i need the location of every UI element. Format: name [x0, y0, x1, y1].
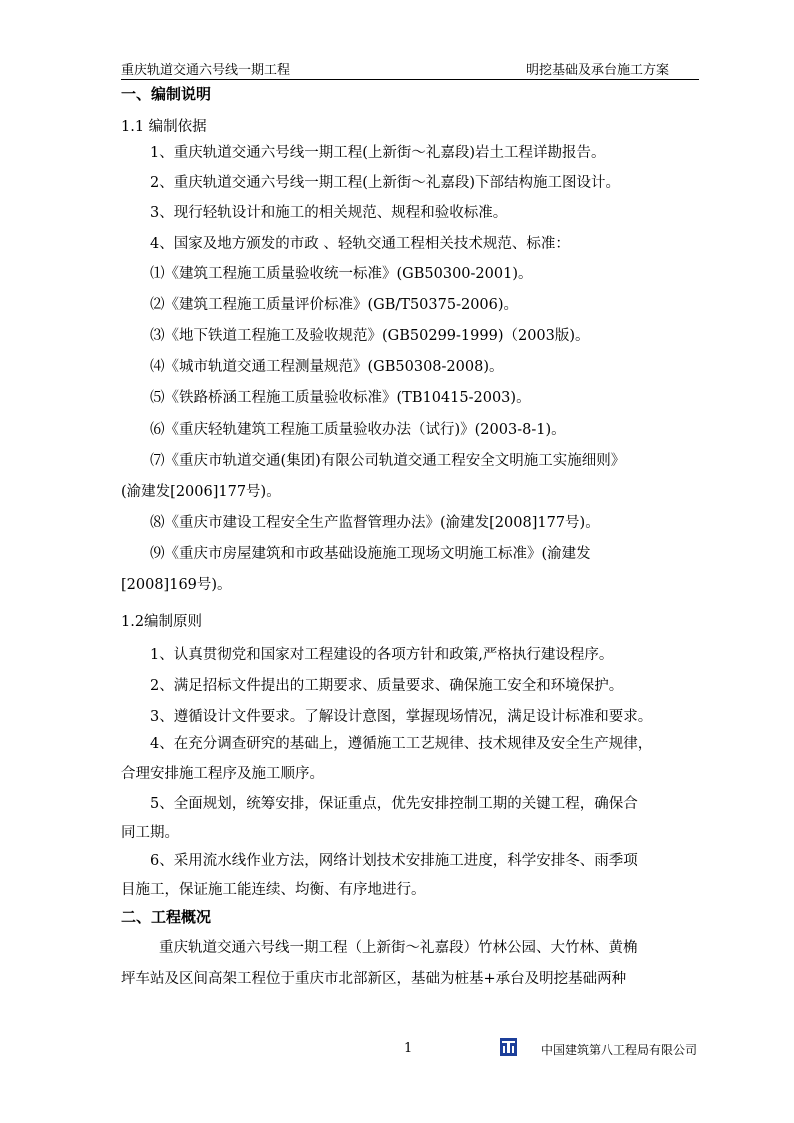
section-2-title: 二、工程概况: [121, 908, 212, 926]
standard-item-8: ⑻《重庆市建设工程安全生产监督管理办法》(渝建发[2008]177号)。: [150, 515, 600, 531]
header-doc-title: 明挖基础及承台施工方案: [525, 63, 669, 78]
standard-item-4: ⑷《城市轨道交通工程测量规范》(GB50308-2008)。: [150, 359, 504, 375]
standard-item-3: ⑶《地下铁道工程施工及验收规范》(GB50299-1999)（2003版)。: [150, 328, 590, 344]
standard-item-7-line-2: (渝建发[2006]177号)。: [121, 484, 281, 500]
basis-item-4: 4、国家及地方颁发的市政 、轻轨交通工程相关技术规范、标准：: [150, 236, 570, 252]
basis-item-1: 1、重庆轨道交通六号线一期工程(上新街～礼嘉段)岩土工程详勘报告。: [150, 145, 606, 161]
standard-item-9-line-2: [2008]169号)。: [121, 577, 232, 593]
section-1-title: 一、编制说明: [121, 85, 212, 103]
page-number: 1: [404, 1041, 413, 1056]
company-name: 中国建筑第八工程局有限公司: [541, 1043, 698, 1057]
standard-item-9-line-1: ⑼《重庆市房屋建筑和市政基础设施施工现场文明施工标准》(渝建发: [150, 546, 591, 562]
principle-item-2: 2、满足招标文件提出的工期要求、质量要求、确保施工安全和环境保护。: [150, 678, 624, 694]
principle-item-6-line-1: 6、采用流水线作业方法，网络计划技术安排施工进度，科学安排冬、雨季项: [150, 853, 638, 869]
principle-item-5-line-2: 同工期。: [121, 825, 179, 841]
header-project-title: 重庆轨道交通六号线一期工程: [121, 63, 291, 78]
principle-item-5-line-1: 5、全面规划，统筹安排，保证重点，优先安排控制工期的关键工程，确保合: [150, 796, 638, 812]
overview-line-2: 坪车站及区间高架工程位于重庆市北部新区，基础为桩基+承台及明挖基础两种: [121, 971, 627, 987]
standard-item-5: ⑸《铁路桥涵工程施工质量验收标准》(TB10415-2003)。: [150, 390, 531, 406]
principle-item-1: 1、认真贯彻党和国家对工程建设的各项方针和政策,严格执行建设程序。: [150, 647, 614, 663]
standard-item-6: ⑹《重庆轻轨建筑工程施工质量验收办法（试行)》(2003-8-1)。: [150, 422, 566, 438]
company-logo-icon: [500, 1038, 517, 1056]
principle-item-3: 3、遵循设计文件要求。了解设计意图，掌握现场情况，满足设计标准和要求。: [150, 709, 653, 725]
section-1-1-title: 1.1 编制依据: [121, 119, 207, 135]
standard-item-1: ⑴《建筑工程施工质量验收统一标准》(GB50300-2001)。: [150, 266, 533, 282]
principle-item-4-line-2: 合理安排施工程序及施工顺序。: [121, 766, 324, 782]
standard-item-2: ⑵《建筑工程施工质量评价标准》(GB/T50375-2006)。: [150, 297, 519, 313]
basis-item-3: 3、现行轻轨设计和施工的相关规范、规程和验收标准。: [150, 205, 508, 221]
basis-item-2: 2、重庆轨道交通六号线一期工程(上新街～礼嘉段)下部结构施工图设计。: [150, 175, 621, 191]
page-header: [121, 59, 699, 80]
section-1-2-title: 1.2编制原则: [121, 614, 203, 630]
principle-item-6-line-2: 目施工，保证施工能连续、均衡、有序地进行。: [121, 882, 426, 898]
standard-item-7-line-1: ⑺《重庆市轨道交通(集团)有限公司轨道交通工程安全文明施工实施细则》: [150, 453, 626, 469]
principle-item-4-line-1: 4、在充分调查研究的基础上，遵循施工工艺规律、技术规律及安全生产规律，: [150, 736, 653, 752]
overview-line-1: 重庆轨道交通六号线一期工程（上新街～礼嘉段）竹林公园、大竹林、黄桷: [159, 940, 638, 956]
